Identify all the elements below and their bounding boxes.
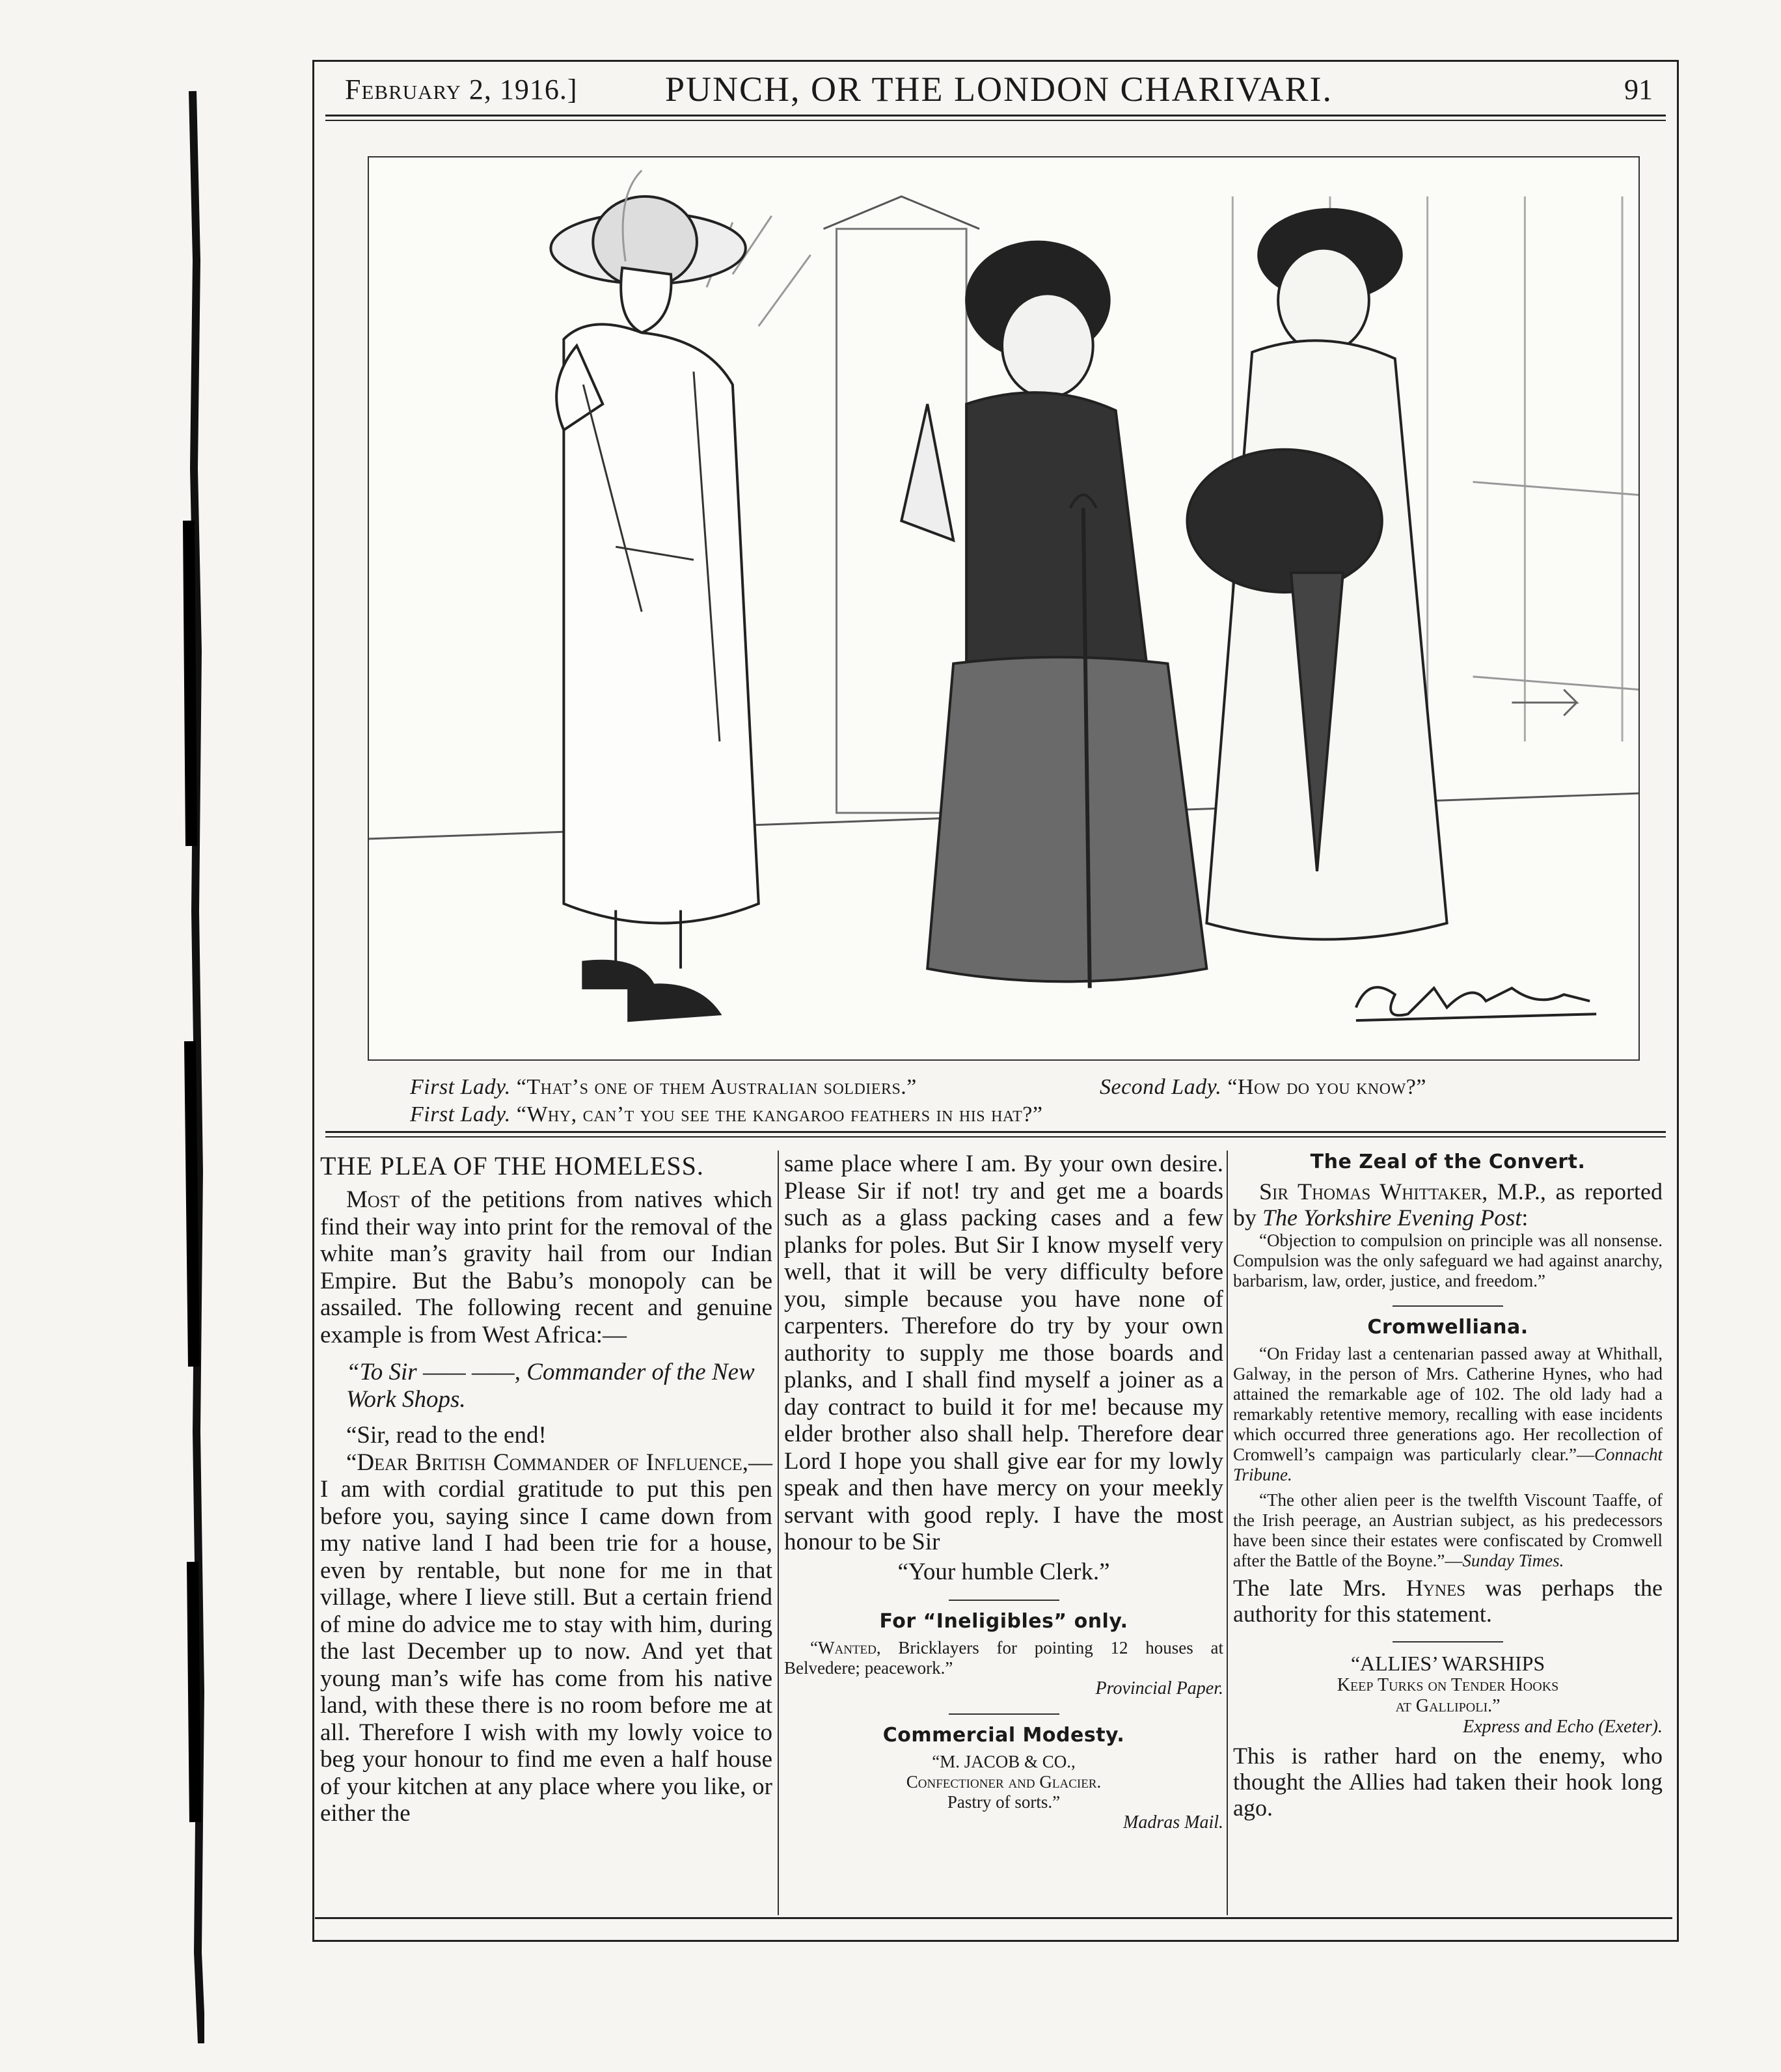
- modesty-heading: Commercial Modesty.: [882, 1724, 1125, 1747]
- caption-quote: “Why, can’t you see the kangaroo feathers in his hat?”: [516, 1102, 1043, 1126]
- caption-rule: [325, 1131, 1666, 1138]
- modesty-line-2: Confectioner and Glacier.: [906, 1772, 1102, 1792]
- letter-salutation: “Dear British Commander of Influence,: [346, 1449, 748, 1476]
- column-1: [320, 1151, 772, 1827]
- caption-speaker: Second Lady.: [1100, 1075, 1222, 1099]
- allies-comment: This is rather hard on the enemy, who thought the Allies had taken their hook long ago.: [1233, 1743, 1663, 1821]
- cromwelliana-comment: [1233, 1575, 1663, 1627]
- cromwelliana-heading: Cromwelliana.: [1367, 1316, 1529, 1339]
- comment-name: Hynes: [1406, 1575, 1466, 1601]
- column-2: [784, 1151, 1223, 1833]
- masthead-title: PUNCH, OR THE LONDON CHARIVARI.: [664, 70, 1333, 109]
- caption-quote: “That’s one of them Australian soldiers.”: [516, 1075, 917, 1099]
- ineligibles-quote-text: Bricklayers for pointing 12 houses at Belvedere; peacework.”: [784, 1638, 1223, 1678]
- letter-text: —I am with cordial gratitude to put this pen before you, saying since I came down from my native land I had been trie for a house, even by rentable, but none for me in that village, where I lieve still. But a certain friend of mine do advice me to stay with him, during the last December up to now. And yet that young man’s wife has come from his native land, with these there is no room before me at all. Therefore I wish with my lowly voice to beg your honour to find me even a half house of your kitchen at any place where you like, or either the: [320, 1449, 772, 1827]
- allies-line-3: at Gallipoli.”: [1395, 1696, 1501, 1716]
- caption-line-2: [410, 1102, 1042, 1127]
- cromwelliana-source-1: Connacht Tribune.: [1233, 1445, 1663, 1484]
- cartoon-illustration: [368, 156, 1640, 1061]
- letter-read-line: “Sir, read to the end!: [346, 1422, 547, 1449]
- caption-quote: “How do you know?”: [1227, 1075, 1426, 1099]
- section-divider: [949, 1600, 1059, 1601]
- section-divider: [1393, 1305, 1503, 1307]
- ineligibles-quote: [784, 1638, 1223, 1678]
- intro-text: of the petitions from natives which find their way into print for the removal of the white man’s gravity hail from our Indian Empire. But the Babu’s monopoly can be assailed. The following recent and genuine example is from West Africa:—: [320, 1186, 772, 1348]
- ineligibles-heading: For “Ineligibles” only.: [879, 1610, 1128, 1633]
- bottom-rule: [315, 1917, 1672, 1919]
- section-divider: [1393, 1641, 1503, 1643]
- cromwelliana-quote-1-text: “On Friday last a centenarian passed away at Whithall, Galway, in the person of Mrs. Catherine Hynes, who had attained the remarkable age of 102. The old lady had a remarkably retentive memory, recalling with ease incidents which occurred three generations ago. Her recollection of Cromwell’s campaign was particularly clear.”—: [1233, 1344, 1663, 1464]
- modesty-line-1: “M. JACOB & CO.,: [932, 1752, 1076, 1771]
- section-divider: [949, 1713, 1059, 1715]
- allies-source: Express and Echo (Exeter).: [1463, 1717, 1663, 1737]
- cromwelliana-quote-2: [1233, 1490, 1663, 1571]
- cromwelliana-quote-2-text: “The other alien peer is the twelfth Viscount Taaffe, of the Irish peerage, an Austrian subject, as his predecessors have been since their estates were confiscated by Cromwell after the Battle of the Boyne.”—: [1233, 1490, 1663, 1570]
- letter-body-1: [320, 1449, 772, 1827]
- zeal-intro: [1233, 1179, 1663, 1231]
- letter-signoff: “Your humble Clerk.”: [897, 1558, 1110, 1585]
- zeal-intro-b: :: [1521, 1205, 1529, 1231]
- comment-a: The late Mrs.: [1233, 1575, 1406, 1601]
- caption-line-1: [410, 1075, 917, 1100]
- zeal-heading: The Zeal of the Convert.: [1310, 1151, 1586, 1173]
- column-rule: [778, 1151, 779, 1915]
- letter-address: “To Sir —— ——, Commander of the New Work Shops.: [346, 1359, 755, 1413]
- zeal-paper: The Yorkshire Evening Post: [1262, 1205, 1522, 1231]
- issue-date: February 2, 1916.]: [345, 74, 578, 105]
- cromwelliana-source-2: Sunday Times.: [1462, 1551, 1564, 1570]
- column-rule: [1227, 1151, 1228, 1915]
- zeal-name: Sir Thomas Whittaker: [1259, 1179, 1482, 1205]
- zeal-intro-a: , M.P., as reported by: [1233, 1179, 1663, 1231]
- zeal-quote: “Objection to compulsion on principle was all nonsense. Compulsion was the only safeguard we had against anarchy, barbarism, law, order, justice, and freedom.”: [1233, 1231, 1663, 1290]
- column-3: [1233, 1151, 1663, 1821]
- header-rule: [325, 115, 1666, 121]
- allies-line-2: Keep Turks on Tender Hooks: [1337, 1675, 1559, 1695]
- allies-line-1: “ALLIES’ WARSHIPS: [1350, 1652, 1545, 1675]
- modesty-source: Madras Mail.: [1123, 1812, 1223, 1833]
- page-binding-edge: [182, 65, 204, 2043]
- caption-speaker: First Lady.: [410, 1075, 511, 1099]
- running-header: [345, 72, 1653, 111]
- cromwelliana-quote-1: [1233, 1344, 1663, 1485]
- caption-line-1b: [1100, 1075, 1426, 1100]
- artist-signature: [1356, 987, 1596, 1020]
- article-intro: [320, 1186, 772, 1348]
- ineligibles-source: Provincial Paper.: [1095, 1678, 1223, 1698]
- caption-speaker: First Lady.: [410, 1102, 511, 1126]
- modesty-line-3: Pastry of sorts.”: [947, 1792, 1061, 1812]
- article-title: THE PLEA OF THE HOMELESS.: [320, 1151, 704, 1180]
- comment-b: was perhaps the authority for this statement.: [1233, 1575, 1663, 1627]
- ineligibles-quote-lead: “Wanted,: [810, 1638, 881, 1657]
- page-number: 91: [1624, 74, 1653, 105]
- letter-body-2: same place where I am. By your own desire. Please Sir if not! try and get me a boards such as a glass packing cases and a few planks for poles. But Sir I know myself very well, that it will be very difficulty before you, simple because you have none of carpenters. Therefore do try by your own authority to supply me those boards and planks, and I shall find myself a joiner as a day contract to build it for me! because my elder brother also shall help. Therefore dear Lord I hope you shall give ear for my lowly speak and then have mercy on your meekly servant with good reply. I have the most honour to be Sir: [784, 1151, 1223, 1555]
- drop-word: Most: [346, 1186, 400, 1213]
